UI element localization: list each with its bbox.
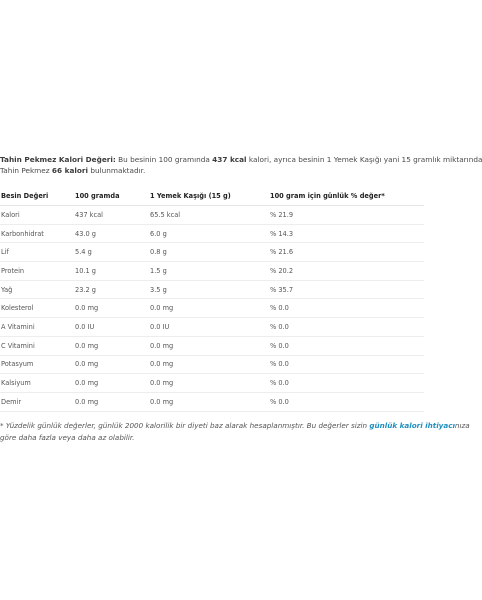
cell-per-portion: 0.0 mg [150,392,270,411]
cell-daily-value: % 0.0 [270,299,424,318]
cell-daily-value: % 0.0 [270,355,424,374]
cell-nutrient: Demir [0,392,75,411]
footnote-text-2: nıza [454,421,470,430]
nutrition-table [0,187,424,412]
table-row [0,318,424,337]
header-per-portion: 1 Yemek Kaşığı (15 g) [150,187,270,206]
intro-kcal-portion: 66 kalori [51,166,89,176]
table-row [0,280,424,299]
table-row [0,392,424,411]
intro-title: Tahin Pekmez Kalori Değeri: [0,155,116,164]
cell-per-portion: 3.5 g [150,280,270,299]
cell-nutrient: Kolesterol [0,299,75,318]
cell-per-100g: 0.0 IU [75,318,150,337]
cell-daily-value: % 0.0 [270,392,424,411]
cell-per-100g: 0.0 mg [75,392,150,411]
intro-text-3: Tahin Pekmez [0,166,52,176]
header-nutrient: Besin Değeri [0,187,75,206]
cell-daily-value: % 0.0 [270,318,424,337]
table-row [0,206,424,225]
table-row [0,299,424,318]
table-row [0,374,424,393]
cell-per-100g: 23.2 g [75,280,150,299]
cell-per-portion: 0.0 mg [150,336,270,355]
cell-per-portion: 1.5 g [150,262,270,281]
cell-nutrient: Potasyum [0,355,75,374]
cell-daily-value: % 21.9 [270,206,424,225]
table-row [0,243,424,262]
cell-per-portion: 0.0 mg [150,374,270,393]
cell-per-100g: 43.0 g [75,224,150,243]
cell-daily-value: % 20.2 [270,262,424,281]
daily-calorie-need-link[interactable]: günlük kalori ihtiyacı [369,421,455,430]
header-per-100g: 100 gramda [75,187,150,206]
cell-nutrient: C Vitamini [0,336,75,355]
cell-nutrient: Kalori [0,206,75,225]
table-row [0,262,424,281]
intro-paragraph [0,154,482,176]
intro-kcal-100g: 437 kcal [212,155,247,164]
cell-nutrient: Lif [0,243,75,262]
cell-per-portion: 0.0 mg [150,355,270,374]
cell-per-100g: 437 kcal [75,206,150,225]
cell-per-portion: 65.5 kcal [150,206,270,225]
intro-text-4: bulunmaktadır. [88,166,146,176]
cell-per-portion: 0.8 g [150,243,270,262]
cell-per-100g: 5.4 g [75,243,150,262]
cell-nutrient: A Vitamini [0,318,75,337]
table-row [0,355,424,374]
intro-text-2: kalori, ayrıca besinin 1 Yemek Kaşığı yani 15 gramlık miktarında [246,155,482,164]
cell-per-100g: 0.0 mg [75,336,150,355]
table-row [0,336,424,355]
cell-daily-value: % 0.0 [270,374,424,393]
cell-daily-value: % 14.3 [270,224,424,243]
cell-daily-value: % 0.0 [270,336,424,355]
footnote-line-2: göre daha fazla veya daha az olabilir. [0,433,135,442]
cell-daily-value: % 21.6 [270,243,424,262]
cell-nutrient: Karbonhidrat [0,224,75,243]
cell-per-100g: 10.1 g [75,262,150,281]
cell-per-portion: 0.0 IU [150,318,270,337]
header-daily-value: 100 gram için günlük % değer* [270,187,424,206]
cell-per-100g: 0.0 mg [75,299,150,318]
cell-per-portion: 6.0 g [150,224,270,243]
intro-line-2 [0,165,424,176]
table-row [0,224,424,243]
intro-text-1: Bu besinin 100 gramında [115,155,213,164]
cell-per-100g: 0.0 mg [75,374,150,393]
footnote-line-1 [0,420,470,432]
cell-daily-value: % 35.7 [270,280,424,299]
cell-nutrient: Protein [0,262,75,281]
cell-nutrient: Kalsiyum [0,374,75,393]
intro-line-1 [0,154,482,165]
footnote-text-1: * Yüzdelik günlük değerler, günlük 2000 kalorilik bir diyeti baz alarak hesaplanmıştır. Bu değerler sizin [0,421,370,430]
cell-per-portion: 0.0 mg [150,299,270,318]
footnote [0,420,470,444]
table-header-row [0,187,424,206]
cell-per-100g: 0.0 mg [75,355,150,374]
cell-nutrient: Yağ [0,280,75,299]
